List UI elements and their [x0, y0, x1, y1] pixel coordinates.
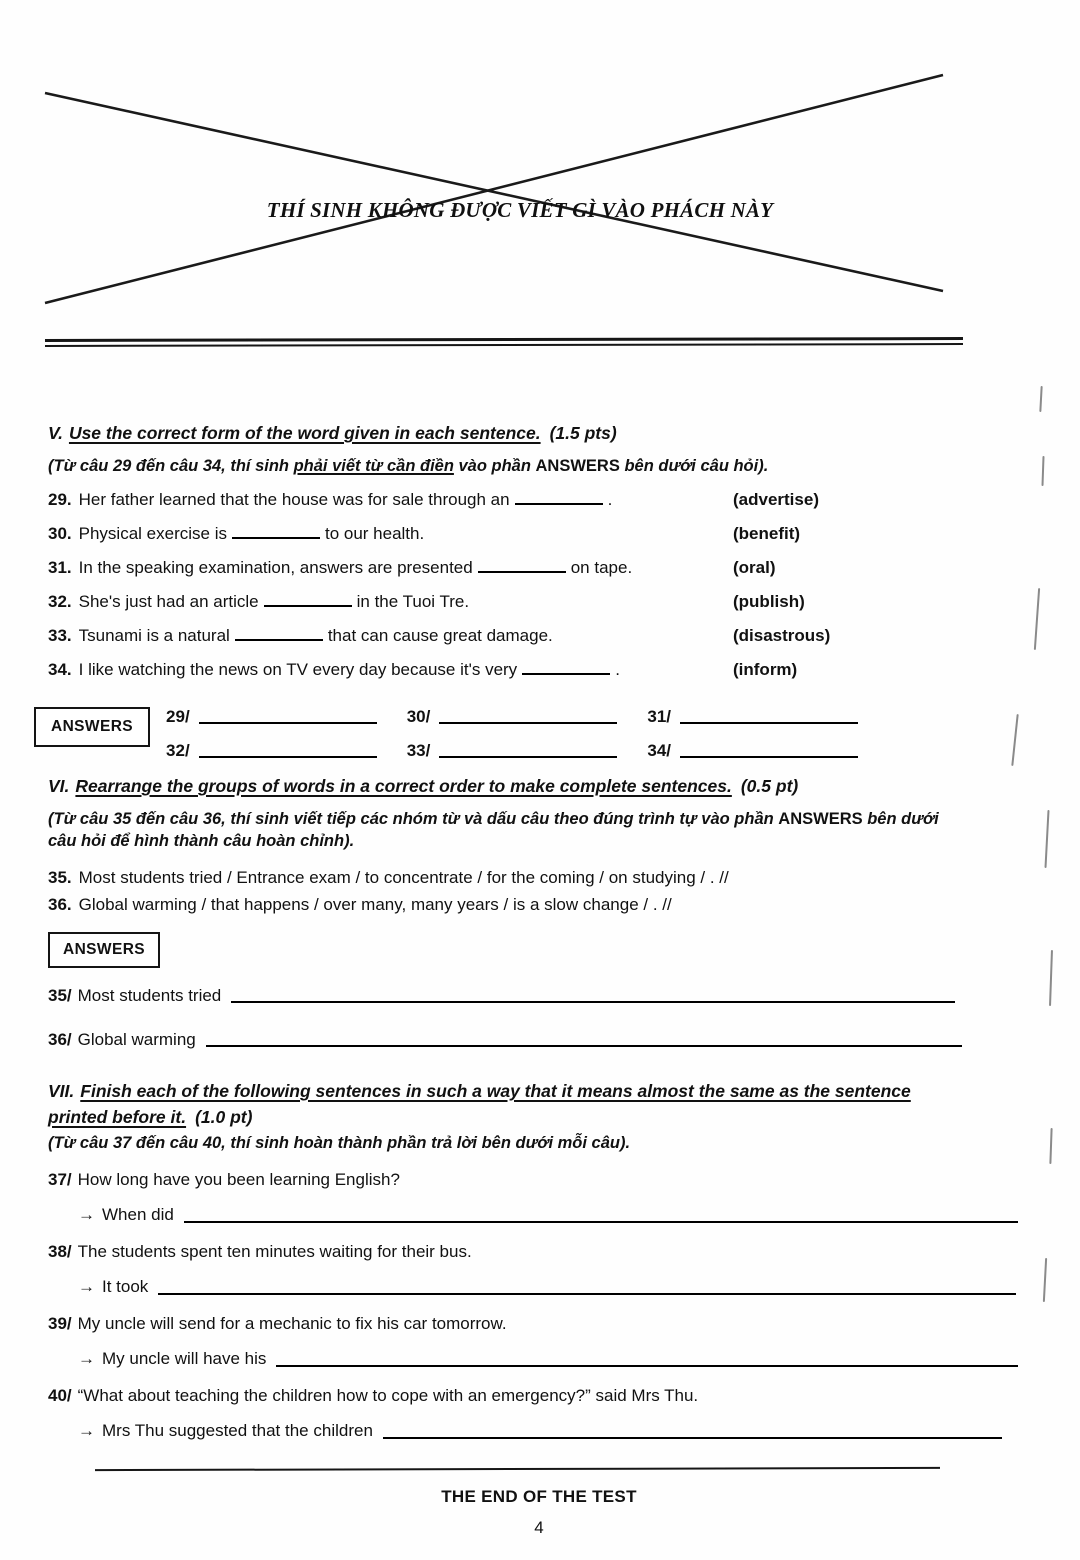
question-text-after: .: [615, 660, 620, 679]
note-v-pre: (Từ câu 29 đến câu 34, thí sinh: [48, 457, 294, 475]
answer-slot-31: [647, 693, 858, 727]
given-word: (inform): [733, 660, 798, 679]
phach-notice-text: THÍ SINH KHÔNG ĐƯỢC VIẾT GÌ VÀO PHÁCH NÀY: [266, 198, 774, 222]
question-text: How long have you been learning English?: [77, 1170, 400, 1189]
given-word: (publish): [733, 592, 805, 611]
answer-slot-row: [166, 727, 888, 761]
note-v-underlined: phải viết từ cần điền: [293, 457, 454, 475]
end-of-test-text: THE END OF THE TEST: [441, 1487, 637, 1506]
answer-line: [199, 722, 377, 724]
page-number: 4: [534, 1518, 544, 1537]
question-40: [48, 1385, 1030, 1407]
answer-line: [231, 1001, 955, 1003]
section-vi-instruction-vi: [48, 808, 953, 852]
question-number: 35.: [48, 868, 72, 887]
answer-line-36: [48, 1029, 1030, 1050]
question-number: 40/: [48, 1386, 72, 1405]
section-vii-instruction-vi: (Từ câu 37 đến câu 40, thí sinh hoàn thành phần trả lời bên dưới mỗi câu).: [48, 1134, 631, 1152]
section-vii-number: VII.: [48, 1081, 75, 1101]
given-word: (advertise): [733, 490, 819, 509]
question-text: Tsunami is a natural: [78, 626, 230, 645]
answer-line: [206, 1045, 962, 1047]
rewrite-37: [48, 1204, 1030, 1226]
question-text: Physical exercise is: [78, 524, 227, 543]
note-v-post: bên dưới câu hỏi).: [619, 457, 769, 475]
answer-line: [383, 1437, 1002, 1439]
answer-blank: [264, 592, 352, 607]
rewrite-prefix: Mrs Thu suggested that the children: [102, 1421, 373, 1440]
question-text: My uncle will send for a mechanic to fix his car tomorrow.: [77, 1314, 507, 1333]
slot-number: 34/: [647, 741, 672, 760]
note-v-mid: vào phần: [453, 457, 536, 475]
question-32: [48, 591, 1030, 612]
slot-number: 31/: [647, 707, 672, 726]
section-vi-number: VI.: [48, 776, 70, 796]
section-vii-title: Finish each of the following sentences in such a way that it means almost the same as the sentence printed before it.: [48, 1081, 911, 1127]
rewrite-39: [48, 1348, 1030, 1370]
question-31: [48, 557, 1030, 578]
section-vi-title: Rearrange the groups of words in a correct order to make complete sentences.: [75, 776, 732, 796]
answer-blank: [522, 660, 610, 675]
question-35: [48, 864, 1030, 891]
answer-prefix: Global warming: [77, 1030, 196, 1049]
section-vii-items: [48, 1169, 1030, 1442]
question-text-after: that can cause great damage.: [327, 626, 553, 645]
answer-line: [680, 756, 858, 758]
given-word: (oral): [733, 558, 776, 577]
question-text: I like watching the news on TV every day because it's very: [78, 660, 518, 679]
section-v-number: V.: [48, 423, 63, 443]
question-36: [48, 891, 1030, 918]
answer-line: [199, 756, 377, 758]
note-vi-pre: (Từ câu 35 đến câu 36, thí sinh viết tiếp các nhóm từ và dấu câu theo đúng trình tự vào phần: [48, 810, 779, 828]
rewrite-38: [48, 1276, 1030, 1298]
question-number: 37/: [48, 1170, 72, 1189]
section-v-title: Use the correct form of the word given in each sentence.: [68, 423, 541, 443]
answer-line: [439, 756, 617, 758]
question-number: 39/: [48, 1314, 72, 1333]
section-vi-points: (0.5 pt): [740, 776, 799, 796]
answer-slot-33: [407, 727, 618, 761]
footer-divider-rule: [95, 1467, 940, 1471]
arrow-icon: →: [78, 1277, 95, 1296]
slot-number: 32/: [166, 741, 190, 760]
slot-number: 35/: [48, 986, 72, 1005]
question-text: In the speaking examination, answers are presented: [78, 558, 473, 577]
question-37: [48, 1169, 1030, 1191]
question-text-after: to our health.: [324, 524, 425, 543]
note-vi-answers-word: ANSWERS: [778, 810, 863, 828]
answer-blank: [478, 558, 566, 573]
rewrite-prefix: My uncle will have his: [102, 1349, 267, 1368]
question-number: 32.: [48, 592, 72, 611]
section-divider-double-rule: [45, 337, 963, 347]
arrow-icon: →: [78, 1421, 95, 1440]
arrow-icon: →: [78, 1205, 95, 1224]
slot-number: 36/: [48, 1030, 72, 1049]
question-30: [48, 523, 1030, 544]
section-v-answer-slots: [166, 693, 888, 761]
question-34: [48, 659, 1030, 680]
arrow-icon: →: [78, 1349, 95, 1368]
question-29: [48, 489, 1030, 510]
section-v-instruction-vi: [48, 455, 1030, 477]
question-text: Most students tried / Entrance exam / to concentrate / for the coming / on studying / . //: [78, 868, 729, 887]
question-text: Her father learned that the house was for sale through an: [78, 490, 510, 509]
question-text-after: on tape.: [570, 558, 633, 577]
question-number: 38/: [48, 1242, 72, 1261]
answer-line: [158, 1293, 1016, 1295]
section-v-questions: [48, 489, 1030, 680]
slot-number: 29/: [166, 707, 190, 726]
rewrite-prefix: It took: [102, 1277, 149, 1296]
rewrite-40: [48, 1420, 1030, 1442]
question-number: 31.: [48, 558, 72, 577]
rewrite-prefix: When did: [102, 1205, 174, 1224]
answers-box-label: ANSWERS: [34, 707, 150, 747]
section-v-points: (1.5 pts): [549, 423, 617, 443]
question-text: The students spent ten minutes waiting for their bus.: [77, 1242, 472, 1261]
question-text: Global warming / that happens / over many, many years / is a slow change / . //: [78, 895, 672, 914]
question-number: 29.: [48, 490, 72, 509]
given-word: (disastrous): [733, 626, 831, 645]
note-vi-post: bên dưới câu hỏi để hình thành câu hoàn chỉnh).: [48, 810, 939, 850]
slot-number: 33/: [406, 741, 431, 760]
answer-blank: [232, 524, 320, 539]
answer-slot-row: [166, 693, 888, 727]
answer-slot-30: [407, 693, 618, 727]
question-text: She's just had an article: [78, 592, 259, 611]
answer-blank: [235, 626, 323, 641]
answer-line-35: [48, 985, 1030, 1006]
question-number: 34.: [48, 660, 72, 679]
question-number: 33.: [48, 626, 72, 645]
note-v-answers-word: ANSWERS: [535, 457, 620, 475]
section-vii-heading: [48, 1078, 973, 1130]
section-v-heading: [48, 420, 978, 446]
answer-line: [680, 722, 858, 724]
question-number: 30.: [48, 524, 72, 543]
answer-line: [184, 1221, 1018, 1223]
answer-slot-29: [166, 693, 377, 727]
question-text-after: .: [607, 490, 613, 509]
answer-slot-32: [166, 727, 377, 761]
question-38: [48, 1241, 1030, 1263]
answer-slot-34: [647, 727, 858, 761]
question-text: “What about teaching the children how to cope with an emergency?” said Mrs Thu.: [77, 1386, 699, 1405]
question-39: [48, 1313, 1030, 1335]
section-vii-points: (1.0 pt): [195, 1107, 253, 1127]
question-text-after: in the Tuoi Tre.: [356, 592, 470, 611]
given-word: (benefit): [733, 524, 801, 543]
section-vi-questions: [48, 864, 1030, 918]
section-vi-heading: [48, 773, 978, 799]
answer-blank: [515, 490, 603, 505]
answers-box-label: ANSWERS: [48, 932, 160, 968]
answer-line: [439, 722, 617, 724]
section-v-answers-area: [48, 693, 1030, 761]
answer-line: [276, 1365, 1018, 1367]
question-number: 36.: [48, 895, 72, 914]
question-33: [48, 625, 1030, 646]
slot-number: 30/: [406, 707, 431, 726]
answer-prefix: Most students tried: [77, 986, 222, 1005]
